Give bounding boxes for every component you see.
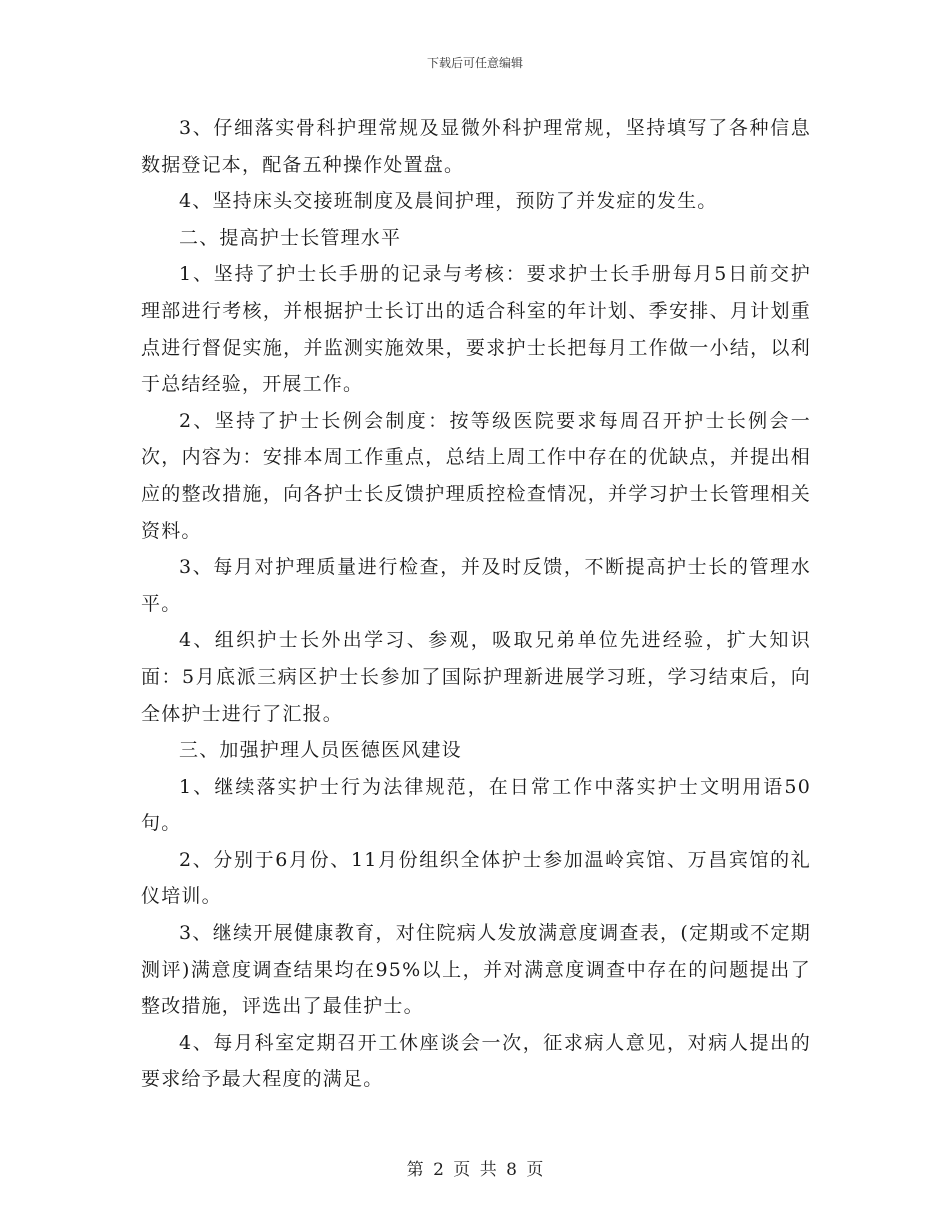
paragraph-item-3-orthopedic: 3、仔细落实骨科护理常规及显微外科护理常规，坚持填写了各种信息数据登记本，配备五种操作处置盘。 [141,117,811,176]
section-heading-2: 二、提高护士长管理水平 [179,226,402,249]
paragraph-patient-forum: 4、每月科室定期召开工休座谈会一次，征求病人意见，对病人提出的要求给予最大程度的满足。 [141,1031,811,1091]
section-heading-3: 三、加强护理人员医德医风建设 [179,739,462,762]
paragraph-conduct-norms: 1、继续落实护士行为法律规范，在日常工作中落实护士文明用语50句。 [141,775,811,835]
paragraph-item-4-handover: 4、坚持床头交接班制度及晨间护理，预防了并发症的发生。 [179,190,718,213]
paragraph-health-education: 3、继续开展健康教育，对住院病人发放满意度调查表，(定期或不定期测评)满意度调查结果均在95%以上，并对满意度调查中存在的问题提出了整改措施，评选出了最佳护士。 [141,922,811,1018]
paragraph-quality-check: 3、每月对护理质量进行检查，并及时反馈，不断提高护士长的管理水平。 [141,556,811,615]
paragraph-head-nurse-meeting: 2、坚持了护士长例会制度：按等级医院要求每周召开护士长例会一次，内容为：安排本周工作重点，总结上周工作中存在的优缺点，并提出相应的整改措施，向各护士长反馈护理质控检查情况，并学习护士长管理相关资料。 [141,409,811,542]
paragraph-external-study: 4、组织护士长外出学习、参观，吸取兄弟单位先进经验，扩大知识面：5月底派三病区护士长参加了国际护理新进展学习班，学习结束后，向全体护士进行了汇报。 [141,629,811,725]
document-body [141,110,811,1098]
page-number-footer: 第 2 页 共 8 页 [406,1160,544,1180]
paragraph-head-nurse-handbook: 1、坚持了护士长手册的记录与考核：要求护士长手册每月5日前交护理部进行考核，并根据护士长订出的适合科室的年计划、季安排、月计划重点进行督促实施，并监测实施效果，要求护士长把每月工作做一小结，以利于总结经验，开展工作。 [141,263,811,396]
paragraph-etiquette-training: 2、分别于6月份、11月份组织全体护士参加温岭宾馆、万昌宾馆的礼仪培训。 [141,848,811,908]
page-header-note: 下载后可任意编辑 [426,56,523,70]
